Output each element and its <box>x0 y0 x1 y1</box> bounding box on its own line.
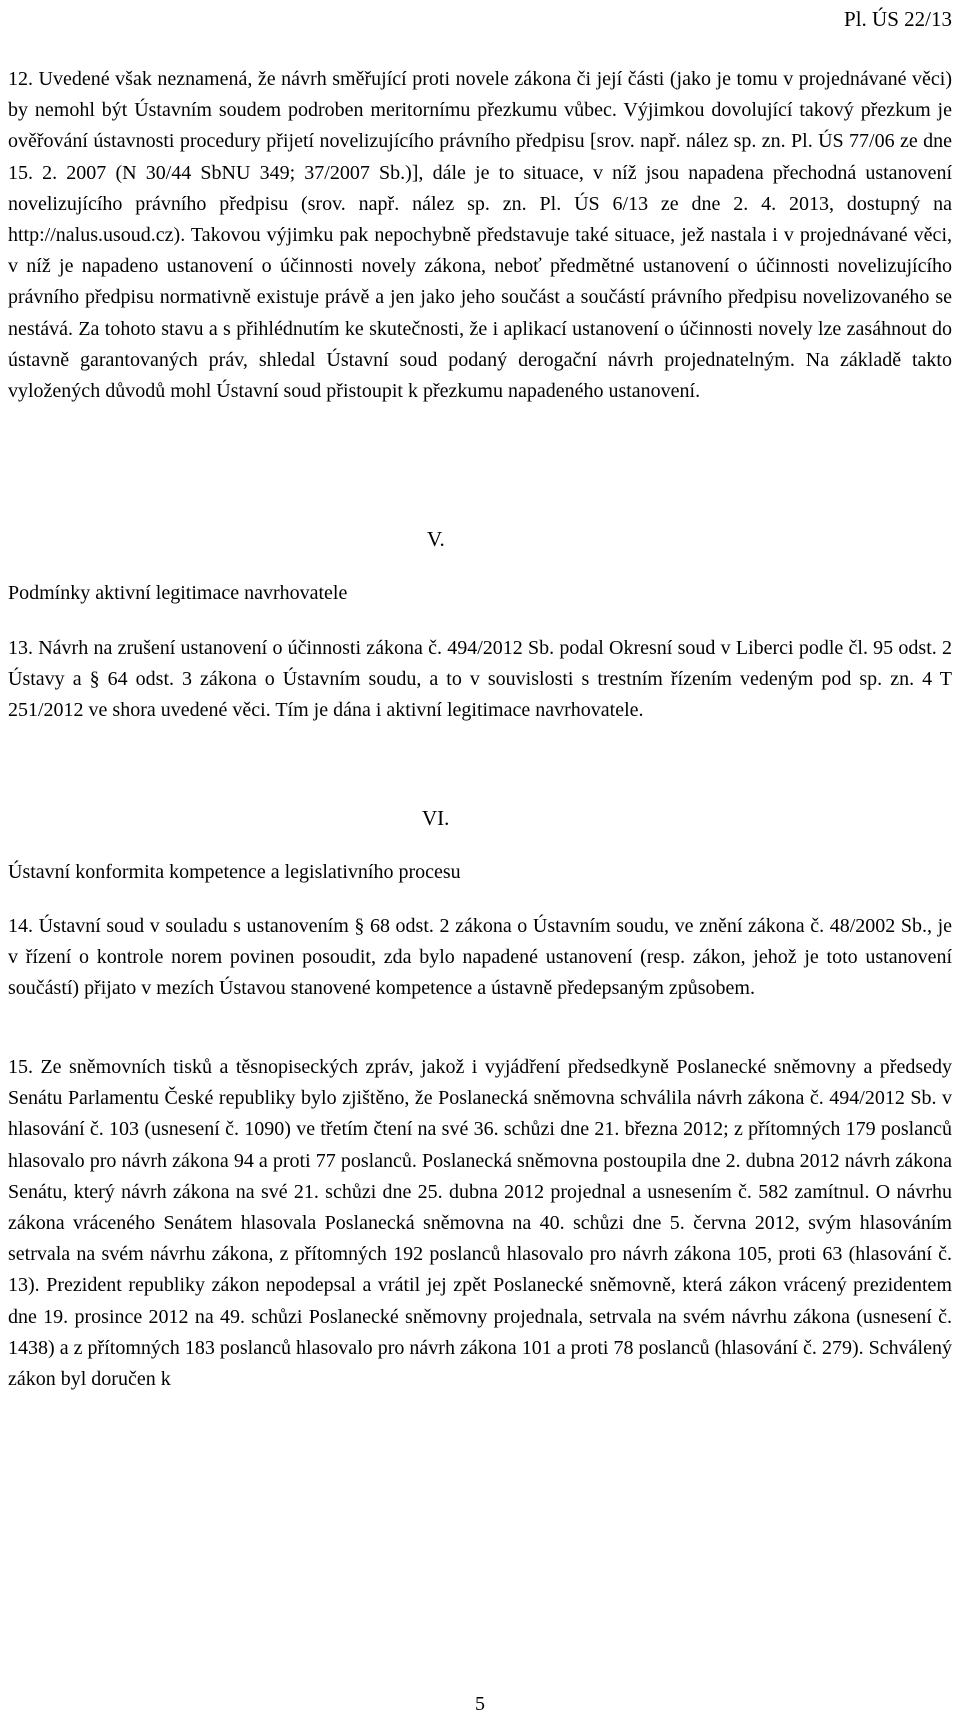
page-number: 5 <box>475 1693 485 1715</box>
section-number-v: V. <box>427 527 445 551</box>
section-title-v: Podmínky aktivní legitimace navrhovatele <box>8 582 348 604</box>
paragraph-13: 13. Návrh na zrušení ustanovení o účinnosti zákona č. 494/2012 Sb. podal Okresní soud v Liberci podle čl. 95 odst. 2 Ústavy a § 64 odst. 3 zákona o Ústavním soudu, a to v souvislosti s trestním řízením vedeným pod sp. zn. 4 T 251/2012 ve shora uvedené věci. Tím je dána i aktivní legitimace navrhovatele. <box>8 637 952 722</box>
case-reference: Pl. ÚS 22/13 <box>844 7 952 31</box>
paragraph-15: 15. Ze sněmovních tisků a těsnopiseckých zpráv, jakož i vyjádření předsedkyně Poslanecké sněmovny a předsedy Senátu Parlamentu České republiky bylo zjištěno, že Poslanecká sněmovna schválila návrh zákona č. 494/2012 Sb. v hlasování č. 103 (usnesení č. 1090) ve třetím čtení na své 36. schůzi dne 21. března 2012; z přítomných 179 poslanců hlasovalo pro návrh zákona 94 a proti 77 poslanců. Poslanecká sněmovna postoupila dne 2. dubna 2012 návrh zákona Senátu, který návrh zákona na své 21. schůzi dne 25. dubna 2012 projednal a usnesením č. 582 zamítnul. O návrhu zákona vráceného Senátem hlasovala Poslanecká sněmovna na 40. schůzi dne 5. června 2012, svým hlasováním setrvala na svém návrhu zákona, z přítomných 192 poslanců hlasovalo pro návrh zákona 105, proti 63 (hlasování č. 13). Prezident republiky zákon nepodepsal a vrátil jej zpět Poslanecké sněmovně, která zákon vrácený prezidentem dne 19. prosince 2012 na 49. schůzi Poslanecké sněmovny projednala, setrvala na svém návrhu zákona (usnesení č. 1438) a z přítomných 183 poslanců hlasovalo pro návrh zákona 101 a proti 78 poslanců (hlasování č. 279). Schválený zákon byl doručen k <box>8 1056 952 1391</box>
paragraph-14: 14. Ústavní soud v souladu s ustanovením § 68 odst. 2 zákona o Ústavním soudu, ve znění zákona č. 48/2002 Sb., je v řízení o kontrole norem povinen posoudit, zda bylo napadené ustanovení (resp. zákon, jehož je toto ustanovení součástí) přijato v mezích Ústavou stanovené kompetence a ústavně předepsaným způsobem. <box>8 915 952 1000</box>
section-number-vi: VI. <box>422 806 450 830</box>
section-title-vi: Ústavní konformita kompetence a legislativního procesu <box>8 861 461 883</box>
paragraph-12: 12. Uvedené však neznamená, že návrh směřující proti novele zákona či její části (jako je tomu v projednávané věci) by nemohl být Ústavním soudem podroben meritornímu přezkumu vůbec. Výjimkou dovolující takový přezkum je ověřování ústavnosti procedury přijetí novelizujícího právního předpisu [srov. např. nález sp. zn. Pl. ÚS 77/06 ze dne 15. 2. 2007 (N 30/44 SbNU 349; 37/2007 Sb.)], dále je to situace, v níž jsou napadena přechodná ustanovení novelizujícího právního předpisu (srov. např. nález sp. zn. Pl. ÚS 6/13 ze dne 2. 4. 2013, dostupný na http://nalus.usoud.cz). Takovou výjimku pak nepochybně představuje také situace, jež nastala i v projednávané věci, v níž je napadeno ustanovení o účinnosti novely zákona, neboť předmětné ustanovení o účinnosti novelizujícího právního předpisu normativně existuje právě a jen jako jeho součást a součástí právního předpisu novelizovaného se nestává. Za tohoto stavu a s přihlédnutím ke skutečnosti, že i aplikací ustanovení o účinnosti novely lze zasáhnout do ústavně garantovaných práv, shledal Ústavní soud podaný derogační návrh projednatelným. Na základě takto vyložených důvodů mohl Ústavní soud přistoupit k přezkumu napadeného ustanovení. <box>8 68 952 403</box>
